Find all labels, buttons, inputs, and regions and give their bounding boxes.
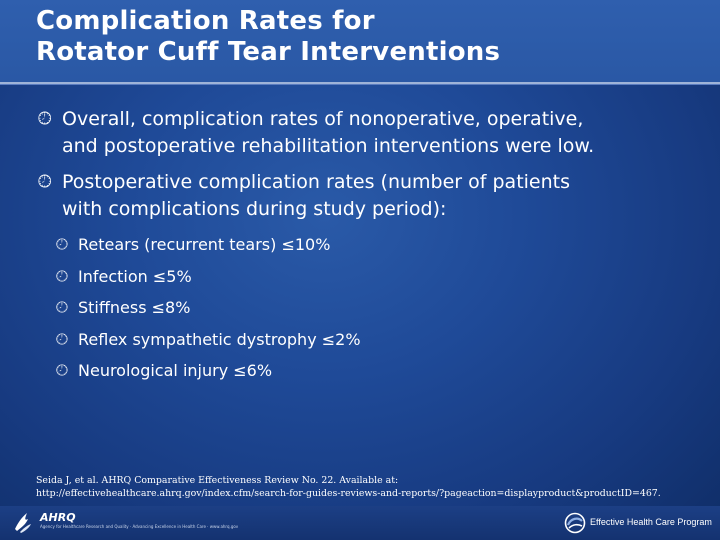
citation — [36, 474, 706, 500]
ahrq-logo-name: AHRQ — [40, 511, 76, 524]
sub-bullet-text: Retears (recurrent tears) ≤10% — [78, 235, 331, 254]
bullet-line: and postoperative rehabilitation interventions were low. — [62, 135, 595, 157]
clock-icon: 🕗︎ — [56, 329, 68, 348]
slide-title-line-2: Rotator Cuff Tear Interventions — [36, 37, 501, 67]
clock-icon: 🕗︎ — [56, 266, 68, 285]
bullet-line: Overall, complication rates of nonoperative, operative, — [62, 108, 584, 130]
sub-bullet-reflex-sympathetic-dystrophy — [56, 329, 361, 350]
clock-icon: 🕗︎ — [38, 109, 52, 129]
citation-line: Seida J, et al. AHRQ Comparative Effectiveness Review No. 22. Available at: — [36, 475, 399, 486]
sub-bullet-text: Stiffness ≤8% — [78, 298, 191, 317]
clock-icon: 🕗︎ — [56, 235, 68, 253]
sub-bullet-infection — [56, 266, 361, 287]
citation-url: http://effectivehealthcare.ahrq.gov/index.cfm/search-for-guides-reviews-and-reports/?pageaction=displayproduct&productID=467. — [36, 488, 661, 499]
bullet-overall-rates — [38, 106, 698, 160]
clock-icon: 🕗︎ — [56, 361, 68, 379]
effective-health-care-program-label: Effective Health Care Program — [590, 517, 712, 527]
effective-health-care-swirl-icon — [564, 512, 586, 534]
sub-bullet-retears — [56, 234, 361, 255]
clock-icon: 🕗︎ — [56, 298, 68, 316]
ahrq-logo — [40, 511, 239, 536]
slide-title — [36, 6, 500, 68]
sub-bullet-neurological-injury — [56, 360, 361, 381]
sub-bullet-text: Neurological injury ≤6% — [78, 361, 273, 380]
sub-bullet-text: Infection ≤5% — [78, 266, 192, 286]
slide-title-line-1: Complication Rates for — [36, 6, 375, 36]
ahrq-logo-tagline: Agency for Healthcare Research and Quality · Advancing Excellence in Health Care · www.ahrq.gov — [40, 524, 239, 529]
bullet-postoperative-rates — [38, 169, 698, 223]
sub-bullet-list — [56, 234, 361, 392]
hhs-eagle-icon — [12, 509, 34, 535]
sub-bullet-stiffness — [56, 297, 361, 318]
bullet-line: Postoperative complication rates (number of patients — [62, 171, 571, 193]
sub-bullet-text: Reflex sympathetic dystrophy ≤2% — [78, 329, 361, 349]
bullet-line: with complications during study period): — [62, 198, 447, 220]
clock-icon: 🕗︎ — [38, 172, 52, 192]
main-bullet-list — [38, 106, 698, 232]
